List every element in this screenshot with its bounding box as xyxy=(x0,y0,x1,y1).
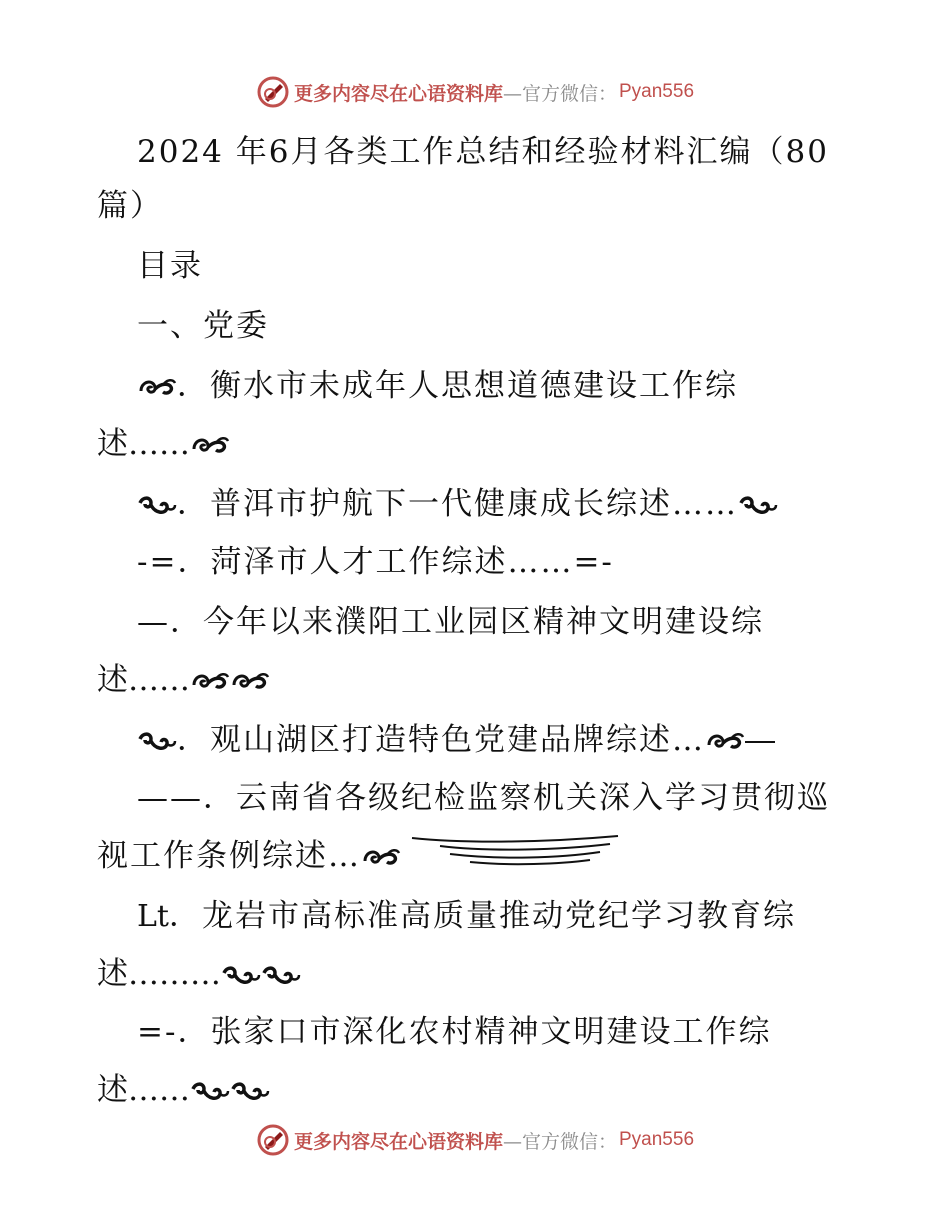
toc-entry-continuation[interactable] xyxy=(97,948,301,993)
watermark-wechat-id: Pyan556 xyxy=(619,1129,695,1150)
toc-entry-title: ．龙岩市高标准高质量推动党纪学习教育综 xyxy=(168,898,796,934)
toc-entry[interactable] xyxy=(137,536,614,581)
flourish-icon xyxy=(705,729,745,755)
toc-entry-title: ．今年以来濮阳工业园区精神文明建设综 xyxy=(170,604,764,640)
toc-entry-continuation[interactable] xyxy=(97,830,401,875)
toc-entry-marker: Lt xyxy=(137,899,169,934)
document-title-line1: 2024 年6月各类工作总结和经验材料汇编（80 xyxy=(137,134,829,170)
flourish-icon xyxy=(738,493,778,519)
flourish-icon xyxy=(221,963,261,989)
toc-entry-title: 述…… xyxy=(97,426,190,462)
toc-entry-marker: —— xyxy=(137,780,203,816)
toc-entry[interactable] xyxy=(137,772,830,817)
watermark-wechat-label: —官方微信： xyxy=(502,1130,617,1153)
toc-entry-title: ．菏泽市人才工作综述…… xyxy=(177,544,574,580)
watermark-footer xyxy=(0,1120,950,1160)
toc-entry[interactable] xyxy=(137,1006,771,1051)
watermark-wechat-id: Pyan556 xyxy=(619,81,695,102)
toc-entry-title: 述……… xyxy=(97,956,221,992)
wave-ornament-icon xyxy=(410,832,620,868)
toc-entry-marker: =- xyxy=(137,1014,178,1050)
toc-entry-title: ．张家口市深化农村精神文明建设工作综 xyxy=(177,1014,772,1050)
flourish-icon xyxy=(137,375,177,401)
pen-logo-icon xyxy=(256,75,290,109)
document-title-line2: 篇） xyxy=(97,188,163,224)
toc-entry-title: 述…… xyxy=(97,662,190,698)
toc-heading: 目录 xyxy=(137,248,203,284)
toc-entry-title: ．观山湖区打造特色党建品牌综述… xyxy=(177,722,705,758)
toc-entry-continuation[interactable] xyxy=(97,654,270,699)
dash-line xyxy=(745,741,775,743)
toc-entry[interactable] xyxy=(137,596,764,641)
section-heading: 一、党委 xyxy=(137,308,269,344)
toc-entry-title: ．衡水市未成年人思想道德建设工作综 xyxy=(177,368,738,404)
toc-entry-title: ．普洱市护航下一代健康成长综述…… xyxy=(177,486,738,522)
toc-entry-title: ．云南省各级纪检监察机关深入学习贯彻巡 xyxy=(203,780,830,816)
toc-entry-continuation[interactable] xyxy=(97,1064,270,1109)
toc-entry-marker: — xyxy=(137,604,170,640)
watermark-wechat-label: —官方微信： xyxy=(502,82,617,105)
toc-entry[interactable] xyxy=(137,360,738,405)
flourish-icon xyxy=(190,1079,230,1105)
watermark-header xyxy=(0,72,950,112)
watermark-text: 更多内容尽在心语资料库 xyxy=(293,1130,503,1153)
toc-entry-title: 视工作条例综述… xyxy=(97,838,361,874)
toc-entry-continuation[interactable] xyxy=(97,418,230,463)
watermark-text: 更多内容尽在心语资料库 xyxy=(293,82,503,105)
toc-entry-suffix: =- xyxy=(573,544,614,580)
flourish-icon xyxy=(230,1079,270,1105)
pen-logo-icon xyxy=(256,1123,290,1157)
flourish-icon xyxy=(137,493,177,519)
toc-entry-marker: -= xyxy=(137,544,178,580)
toc-entry[interactable] xyxy=(137,714,775,759)
flourish-icon xyxy=(230,669,270,695)
flourish-icon xyxy=(137,729,177,755)
flourish-icon xyxy=(361,845,401,871)
flourish-icon xyxy=(190,669,230,695)
toc-entry-title: 述…… xyxy=(97,1072,190,1108)
flourish-icon xyxy=(261,963,301,989)
toc-entry[interactable] xyxy=(137,890,796,935)
toc-entry[interactable] xyxy=(137,478,778,523)
flourish-icon xyxy=(190,433,230,459)
